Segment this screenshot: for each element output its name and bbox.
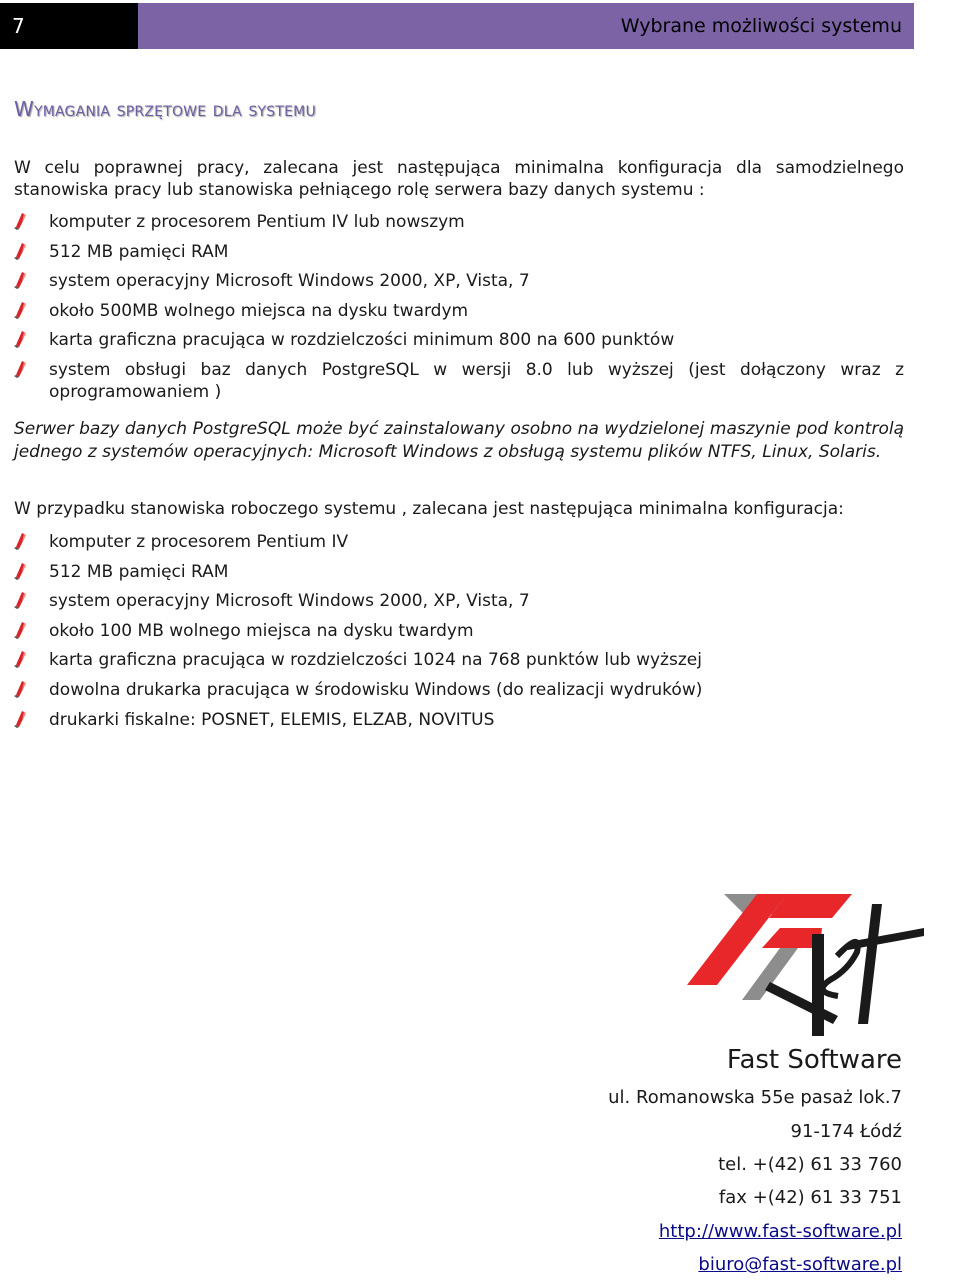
page-number: 7 xyxy=(0,3,138,49)
list-item-text: karta graficzna pracująca w rozdzielczości 1024 na 768 punktów lub wyższej xyxy=(49,650,702,671)
list-item-text: system operacyjny Microsoft Windows 2000, XP, Vista, 7 xyxy=(49,591,530,612)
list-item xyxy=(14,709,904,731)
bullet-icon xyxy=(14,243,28,260)
bullet-icon xyxy=(14,533,28,550)
list-item-text: system obsługi baz danych PostgreSQL w wersji 8.0 lub wyższej (jest dołączony wraz z oprogramowaniem ) xyxy=(49,359,904,402)
list-item-text: dowolna drukarka pracująca w środowisku Windows (do realizacji wydruków) xyxy=(49,679,703,700)
list-item xyxy=(14,359,904,403)
bullet-icon xyxy=(14,331,28,348)
list-item-text: 512 MB pamięci RAM xyxy=(49,241,229,262)
list-item-text: komputer z procesorem Pentium IV xyxy=(49,532,349,552)
bullet-icon xyxy=(14,563,28,580)
bullet-icon xyxy=(14,272,28,289)
workstation-requirements-list xyxy=(14,531,904,738)
list-item xyxy=(14,531,904,553)
list-item xyxy=(14,300,904,322)
postgres-note: Serwer bazy danych PostgreSQL może być zainstalowany osobno na wydzielonej maszynie pod kontrolą jednego z systemów operacyjnych: Microsoft Windows z obsługą systemu plików NTFS, Linux, Solaris. xyxy=(14,419,904,462)
bullet-icon xyxy=(14,302,28,319)
list-item xyxy=(14,561,904,583)
bullet-icon xyxy=(14,213,28,230)
list-item-text: około 100 MB wolnego miejsca na dysku twardym xyxy=(49,620,474,641)
list-item-text: karta graficzna pracująca w rozdzielczości minimum 800 na 600 punktów xyxy=(49,330,675,351)
list-item-text: drukarki fiskalne: POSNET, ELEMIS, ELZAB, NOVITUS xyxy=(49,709,495,730)
fast-logo xyxy=(662,870,932,1045)
list-item xyxy=(14,241,904,263)
company-fax: fax +(42) 61 33 751 xyxy=(718,1187,902,1208)
list-item xyxy=(14,649,904,671)
bullet-icon xyxy=(14,361,28,378)
workstation-intro: W przypadku stanowiska roboczego systemu , zalecana jest następująca minimalna konfiguracja: xyxy=(14,499,844,519)
list-item-text: około 500MB wolnego miejsca na dysku twardym xyxy=(49,300,469,321)
bullet-icon xyxy=(14,681,28,698)
server-requirements-list xyxy=(14,211,904,411)
list-item xyxy=(14,211,904,233)
list-item-text: 512 MB pamięci RAM xyxy=(49,561,229,582)
list-item-text: komputer z procesorem Pentium IV lub nowszym xyxy=(49,212,465,232)
list-item xyxy=(14,620,904,642)
bullet-icon xyxy=(14,592,28,609)
company-name: Fast Software xyxy=(726,1045,902,1075)
company-address: ul. Romanowska 55e pasaż lok.7 xyxy=(608,1087,902,1108)
page-header xyxy=(0,3,914,49)
header-title: Wybrane możliwości systemu xyxy=(138,3,914,49)
website-link[interactable]: http://www.fast-software.pl xyxy=(658,1221,902,1242)
company-city: 91-174 Łódź xyxy=(790,1121,902,1142)
company-phone: tel. +(42) 61 33 760 xyxy=(718,1154,902,1175)
list-item xyxy=(14,679,904,701)
bullet-icon xyxy=(14,651,28,668)
bullet-icon xyxy=(14,622,28,639)
intro-paragraph: W celu poprawnej pracy, zalecana jest następująca minimalna konfiguracja dla samodzielnego stanowiska pracy lub stanowiska pełniącego rolę serwera bazy danych systemu : xyxy=(14,158,904,200)
bullet-icon xyxy=(14,711,28,728)
email-link[interactable]: biuro@fast-software.pl xyxy=(698,1254,902,1275)
list-item xyxy=(14,329,904,351)
list-item xyxy=(14,590,904,612)
list-item-text: system operacyjny Microsoft Windows 2000, XP, Vista, 7 xyxy=(49,271,530,292)
section-title: Wymagania sprzętowe dla systemu xyxy=(14,97,316,121)
list-item xyxy=(14,270,904,292)
